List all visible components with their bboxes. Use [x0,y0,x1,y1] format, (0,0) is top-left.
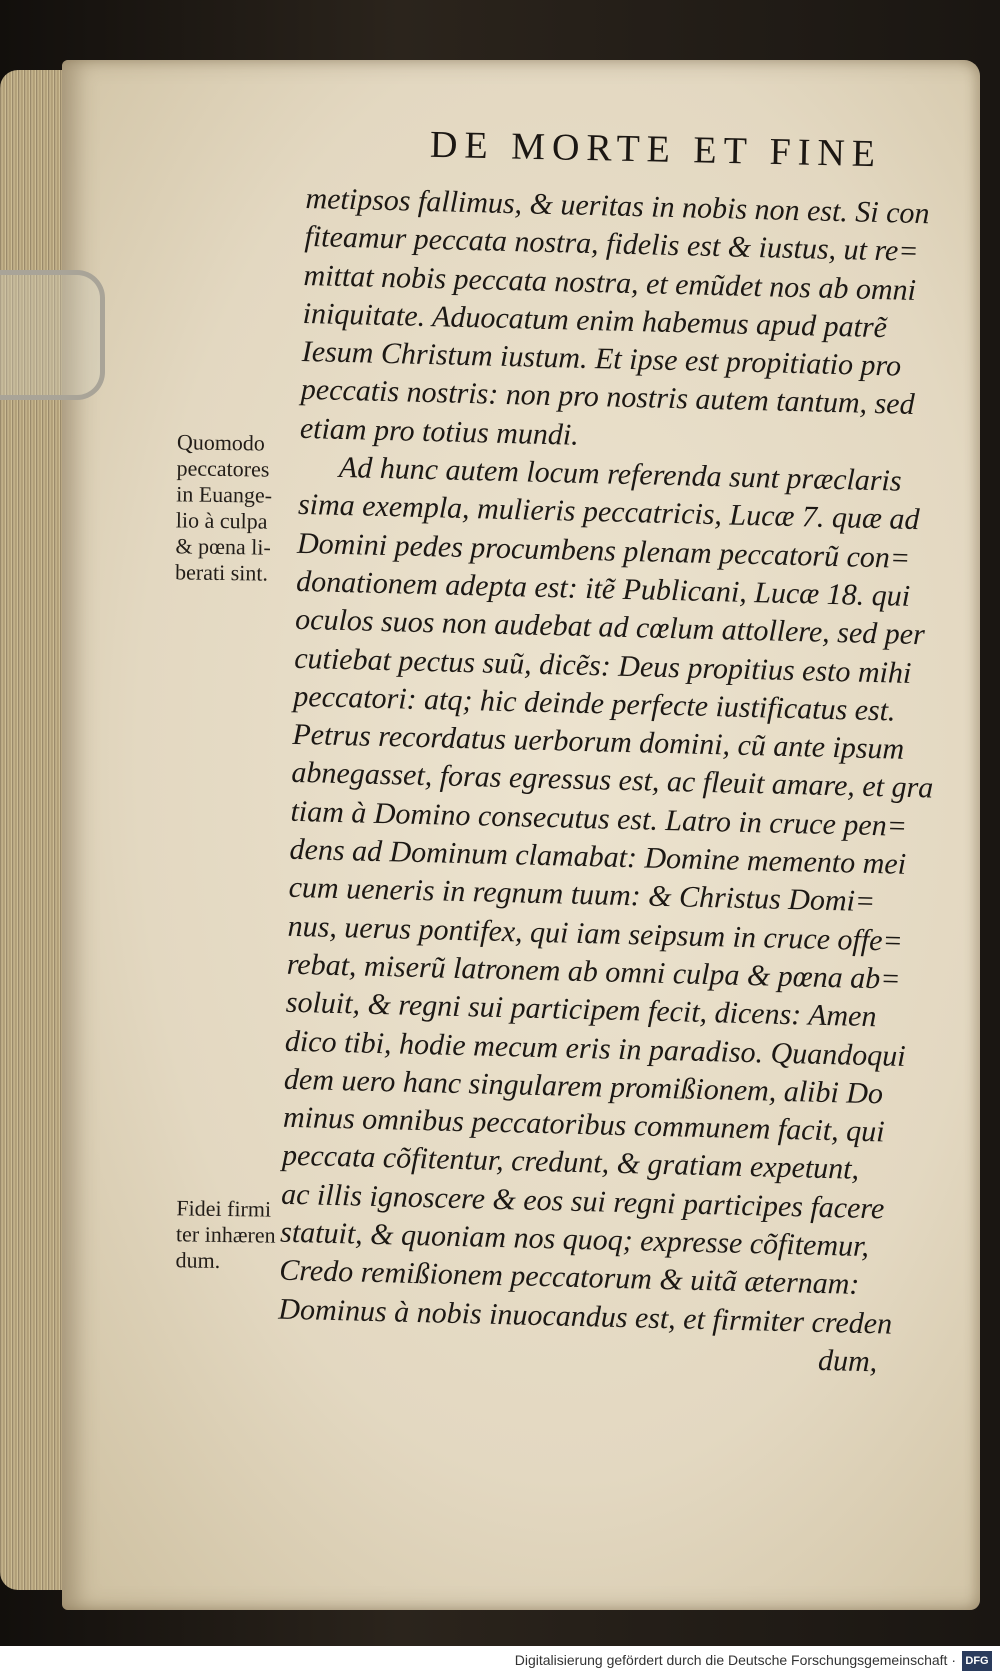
text-line: cum ueneris in regnum tuum: & Christus Domi= [288,871,876,919]
text-line: Iesum Christum iustum. Et ipse est propitiatio pro [301,335,902,383]
text-line: abnegasset, foras egressus est, ac fleuit amare, et gra [291,756,934,805]
text-line: iniquitate. Aduocatum enim habemus apud patrẽ [302,296,888,345]
text-line: peccatori: atq; hic deinde perfecte iustificatus est. [292,679,896,728]
text-line: soluit, & regni sui participem fecit, dicens: Amen [285,985,877,1034]
margin-note-line: Fidei firmi [176,1195,272,1222]
margin-note-quomodo [175,429,273,586]
funding-credit: Digitalisierung gefördert durch die Deutsche Forschungsgemeinschaft · [514,1652,956,1668]
text-line: rebat, miserũ latronem ab omni culpa & pœna ab= [286,947,901,996]
digitization-footer [0,1646,1000,1680]
margin-note-line: Quomodo [176,429,266,456]
text-line: nus, uerus pontifex, qui iam seipsum in cruce offe= [287,909,904,958]
text-line: sima exempla, mulieris peccatricis, Lucæ 7. quæ ad [297,488,920,537]
text-line: mittat nobis peccata nostra, et emũdet nos ab omni [303,258,917,307]
book-clasp [0,270,105,400]
text-line: peccatis nostris: non pro nostris autem tantum, sed [300,373,915,422]
text-line: fiteamur peccata nostra, fidelis est & iustus, ut re= [304,220,919,269]
margin-note-line: lio à culpa [175,507,268,534]
text-line: dens ad Dominum clamabat: Domine memento mei [289,832,907,881]
text-line: Dominus à nobis inuocandus est, et firmiter creden [278,1292,893,1341]
body-text [277,180,946,1382]
text-line: dico tibi, hodie mecum eris in paradiso. Quandoqui [284,1024,906,1073]
margin-note-line: dum. [175,1247,221,1273]
text-line: etiam pro totius mundi. [299,411,580,452]
margin-note-fidei [175,1195,276,1274]
text-line: minus omnibus peccatoribus communem facit, qui [282,1100,885,1149]
text-line: statuit, & quoniam nos quoq; expresse cõfitemur, [279,1215,870,1264]
text-line: Ad hunc autem locum referenda sunt præclaris [338,450,902,498]
text-line: donationem adepta est: itẽ Publicani, Lucæ 18. qui [295,564,911,613]
text-line: Petrus recordatus uerborum domini, cũ ante ipsum [292,717,905,766]
text-line: cutiebat pectus suũ, dicẽs: Deus propitius esto mihi [293,641,912,690]
margin-note-line: ter inhæren [175,1221,276,1248]
text-line: ac illis ignoscere & eos sui regni participes facere [280,1177,885,1226]
text-line: dem uero hanc singularem promißionem, alibi Do [283,1062,884,1111]
text-line: peccata cõfitentur, credunt, & gratiam expetunt, [281,1139,860,1187]
text-line: Domini pedes procumbens plenam peccatorũ con= [296,526,911,575]
text-line: oculos suos non audebat ad cœlum attollere, sed per [294,603,926,652]
margin-note-line: in Euange- [176,481,273,508]
margin-note-line: & pœna li- [175,533,271,560]
margin-note-line: berati sint. [174,559,269,586]
text-line: tiam à Domino consecutus est. Latro in cruce pen= [290,794,908,843]
catchword: dum, [817,1343,878,1379]
dfg-logo: DFG [962,1651,992,1671]
text-line: Credo remißionem peccatorum & uitã æternam: [278,1253,860,1302]
text-line: metipsos fallimus, & ueritas in nobis non est. Si con [305,181,930,231]
margin-note-line: peccatores [176,455,270,482]
running-title: DE MORTE ET FINE [429,123,883,176]
